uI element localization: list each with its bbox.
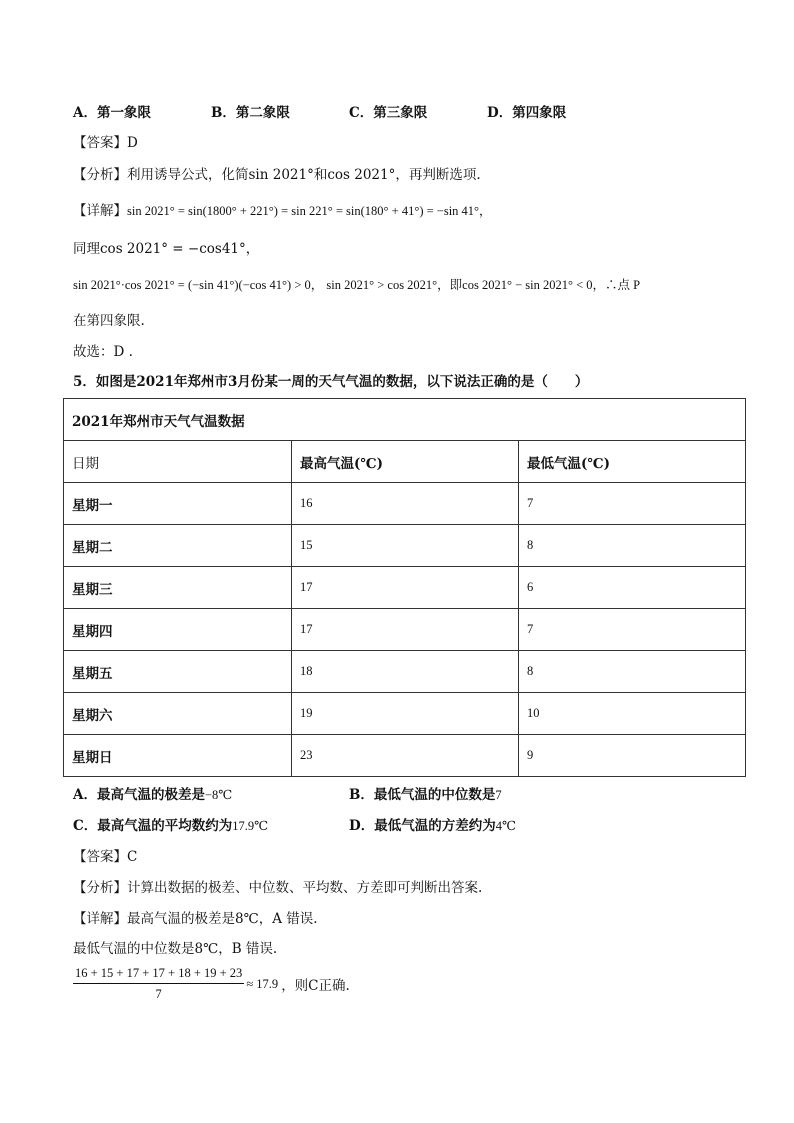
q5-option-c-math: 17.9℃ bbox=[232, 819, 269, 833]
low-cell: 8 bbox=[519, 651, 746, 693]
high-cell: 16 bbox=[292, 483, 519, 525]
q4-detail bbox=[73, 202, 492, 220]
high-cell: 19 bbox=[292, 693, 519, 735]
high-cell: 18 bbox=[292, 651, 519, 693]
temperature-table bbox=[63, 398, 746, 777]
q5-option-a-text: A．最高气温的极差是 bbox=[73, 787, 205, 803]
q4-answer: 【答案】D bbox=[73, 135, 138, 151]
header-high-temp: 最高气温(℃) bbox=[292, 441, 519, 483]
q5-detail-median: 最低气温的中位数是8℃，B 错误. bbox=[73, 941, 278, 957]
q5-option-d-text: D．最低气温的方差约为 bbox=[349, 818, 496, 834]
day-cell: 星期一 bbox=[64, 483, 292, 525]
q5-option-b bbox=[349, 786, 502, 804]
q4-analysis: 【分析】利用诱导公式，化简sin 2021°和cos 2021°，再判断选项. bbox=[73, 167, 481, 183]
fraction-denominator: 7 bbox=[155, 987, 162, 1001]
day-cell: 星期六 bbox=[64, 693, 292, 735]
table-row bbox=[64, 567, 746, 609]
table-row bbox=[64, 651, 746, 693]
q5-stem: 5．如图是2021年郑州市3月份某一周的天气气温的数据，以下说法正确的是（ ） bbox=[73, 374, 589, 390]
table-title-row bbox=[64, 399, 746, 441]
q5-option-a-math: −8℃ bbox=[204, 788, 233, 802]
low-cell: 8 bbox=[519, 525, 746, 567]
q5-option-d-math: 4℃ bbox=[495, 819, 516, 833]
q4-option-c: C．第三象限 bbox=[349, 105, 428, 121]
table-row bbox=[64, 609, 746, 651]
q5-option-d bbox=[349, 817, 516, 835]
q5-analysis: 【分析】计算出数据的极差、中位数、平均数、方差即可判断出答案. bbox=[73, 880, 483, 896]
q5-option-b-text: B．最低气温的中位数是 bbox=[349, 787, 496, 803]
high-cell: 23 bbox=[292, 735, 519, 777]
q5-option-c-text: C．最高气温的平均数约为 bbox=[73, 818, 233, 834]
fraction-result: ≈ 17.9 bbox=[246, 976, 279, 991]
q4-detail-math: sin 2021° = sin(1800° + 221°) = sin 221° = sin(180° + 41°) = −sin 41°， bbox=[127, 204, 492, 218]
day-cell: 星期日 bbox=[64, 735, 292, 777]
high-cell: 17 bbox=[292, 567, 519, 609]
q4-product-line: sin 2021°·cos 2021° = (−sin 41°)(−cos 41°) > 0， sin 2021° > cos 2021°，即cos 2021° − sin 2021° < 0，∴点 P bbox=[73, 278, 641, 292]
table-title: 2021年郑州市天气气温数据 bbox=[64, 399, 746, 441]
low-cell: 6 bbox=[519, 567, 746, 609]
day-cell: 星期二 bbox=[64, 525, 292, 567]
header-low-temp: 最低气温(℃) bbox=[519, 441, 746, 483]
low-cell: 9 bbox=[519, 735, 746, 777]
high-cell: 17 bbox=[292, 609, 519, 651]
high-cell: 15 bbox=[292, 525, 519, 567]
q4-option-d: D．第四象限 bbox=[487, 105, 567, 121]
q4-quadrant: 在第四象限. bbox=[73, 313, 145, 329]
q4-similar: 同理cos 2021° = −cos41°， bbox=[73, 241, 260, 257]
table-row bbox=[64, 525, 746, 567]
low-cell: 7 bbox=[519, 609, 746, 651]
q4-detail-label: 【详解】 bbox=[73, 203, 127, 219]
day-cell: 星期五 bbox=[64, 651, 292, 693]
table-row bbox=[64, 483, 746, 525]
q5-option-a bbox=[73, 786, 232, 804]
header-date: 日期 bbox=[64, 441, 292, 483]
fraction-numerator: 16 + 15 + 17 + 17 + 18 + 19 + 23 bbox=[73, 966, 244, 984]
q4-option-b: B．第二象限 bbox=[211, 105, 290, 121]
q5-option-c bbox=[73, 817, 268, 835]
table-row bbox=[64, 735, 746, 777]
q5-option-b-math: 7 bbox=[495, 788, 502, 802]
table-header-row bbox=[64, 441, 746, 483]
q5-detail-range: 【详解】最高气温的极差是8℃，A 错误. bbox=[73, 911, 318, 927]
q4-choice: 故选：D . bbox=[73, 344, 133, 360]
low-cell: 10 bbox=[519, 693, 746, 735]
table-row bbox=[64, 693, 746, 735]
q5-answer: 【答案】C bbox=[73, 849, 138, 865]
mean-calculation bbox=[73, 966, 350, 1002]
mean-fraction bbox=[73, 966, 244, 1002]
day-cell: 星期四 bbox=[64, 609, 292, 651]
q4-option-a: A．第一象限 bbox=[73, 105, 151, 121]
fraction-conclusion: ，则C正确. bbox=[281, 978, 350, 994]
day-cell: 星期三 bbox=[64, 567, 292, 609]
low-cell: 7 bbox=[519, 483, 746, 525]
